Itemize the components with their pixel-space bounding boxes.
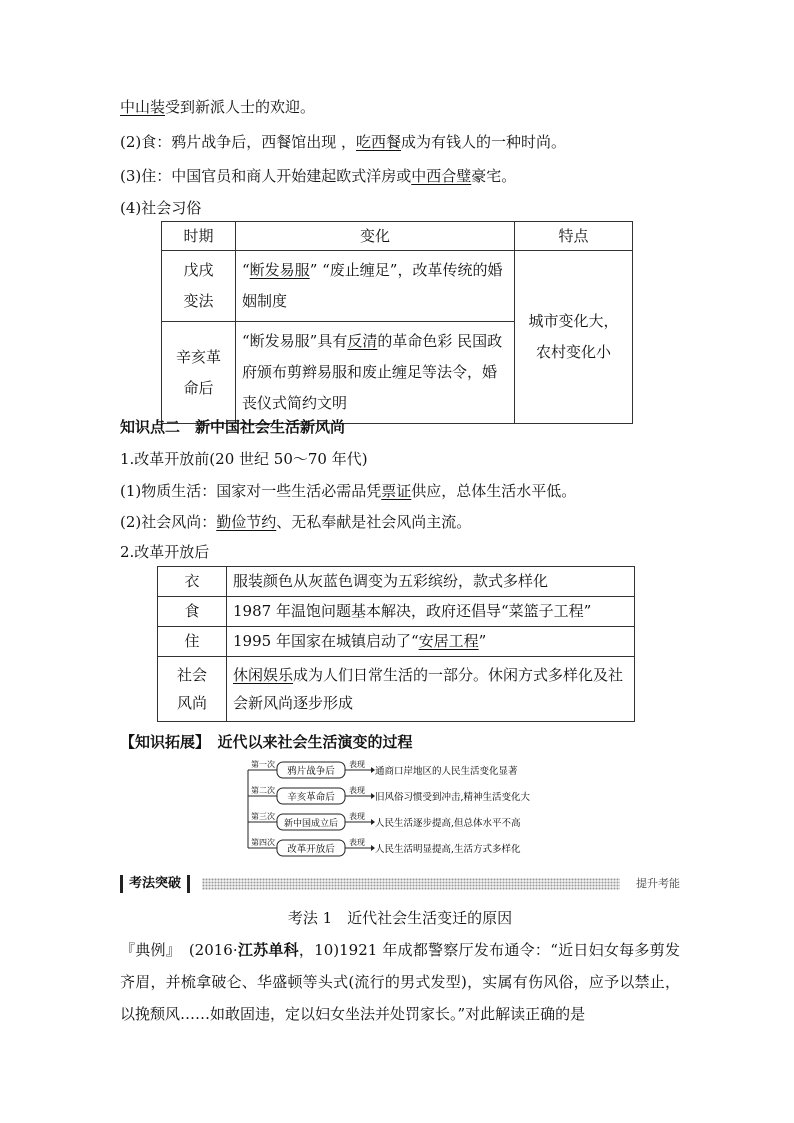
banner-dots	[202, 878, 620, 890]
text-line: (1)物质生活：国家对一些生活必需品凭票证供应，总体生活水平低。	[120, 482, 577, 500]
text-line: (3)住：中国官员和商人开始建起欧式洋房或中西合璧豪宅。	[120, 167, 517, 185]
table-header-row	[162, 222, 633, 251]
text-line: (2)社会风尚：勤俭节约、无私奉献是社会风尚主流。	[120, 513, 472, 531]
arrow-label: 表现	[349, 786, 365, 795]
text-line: (4)社会习俗	[120, 199, 202, 217]
period-cell: 辛亥革 命后	[162, 322, 236, 424]
arrow-label: 表现	[349, 838, 365, 847]
change-cell: “断发易服”具有反清的革命色彩 民国政府颁布剪辫易服和废止缠足等法令，婚丧仪式简约文明	[236, 322, 515, 424]
order-label: 第三次	[251, 812, 275, 821]
table-header: 特点	[515, 222, 633, 251]
table-header: 时期	[162, 222, 236, 251]
customs-table	[161, 221, 633, 424]
table-row	[162, 251, 633, 322]
category-cell: 社会 风尚	[158, 657, 227, 722]
evolution-diagram	[245, 758, 565, 858]
result-label: 人民生活明显提高,生活方式多样化	[375, 844, 521, 855]
order-label: 第四次	[251, 838, 275, 847]
section-banner	[120, 875, 680, 893]
arrow-label: 表现	[349, 812, 365, 821]
example-paragraph: 『典例』 (2016·江苏单科，10)1921 年成都警察厅发布通令：“近日妇女每多剪发齐眉，并梳拿破仑、华盛顿等头式(流行的男式发型)，实属有伤风俗，应予以禁止，以挽颓风……如敢固违，定以妇女坐法并处罚家长。”对此解读正确的是	[120, 941, 680, 1023]
table-row	[158, 657, 635, 722]
example-tag: 『典例』	[120, 941, 174, 959]
expand-title: 【知识拓展】 近代以来社会生活演变的过程	[120, 733, 413, 751]
value-cell: 服装颜色从灰蓝色调变为五彩缤纷，款式多样化	[227, 567, 635, 597]
text-line: 1.改革开放前(20 世纪 50～70 年代)	[120, 450, 368, 468]
period-cell: 戊戌 变法	[162, 251, 236, 322]
diagram-row	[248, 759, 518, 778]
category-cell: 衣	[158, 567, 227, 597]
kaofa-title: 考法 1 近代社会生活变迁的原因	[287, 909, 513, 927]
result-label: 人民生活逐步提高,但总体水平不高	[375, 818, 521, 829]
text-line: 中山装受到新派人士的欢迎。	[120, 98, 316, 116]
banner-label: 考法突破	[120, 875, 190, 893]
banner-right-label: 提升考能	[636, 877, 680, 890]
section-heading: 知识点二 新中国社会生活新风尚	[120, 418, 346, 436]
table-row	[158, 597, 635, 627]
arrow-label: 表现	[349, 760, 365, 769]
diagram-row	[248, 837, 521, 856]
reform-table	[157, 566, 635, 722]
table-header: 变化	[236, 222, 515, 251]
result-label: 通商口岸地区的人民生活变化显著	[375, 766, 518, 777]
diagram-row	[248, 811, 521, 830]
text-line: 2.改革开放后	[120, 543, 210, 561]
stage-label: 改革开放后	[287, 844, 335, 855]
table-row	[158, 567, 635, 597]
value-cell: 1987 年温饱问题基本解决，政府还倡导“菜篮子工程”	[227, 597, 635, 627]
result-label: 旧风俗习惯受到冲击,精神生活变化大	[375, 792, 531, 803]
value-cell: 1995 年国家在城镇启动了“安居工程”	[227, 627, 635, 657]
table-row	[158, 627, 635, 657]
order-label: 第二次	[251, 786, 275, 795]
stage-label: 辛亥革命后	[287, 792, 335, 803]
category-cell: 食	[158, 597, 227, 627]
stage-label: 鸦片战争后	[287, 766, 335, 777]
diagram-row	[248, 785, 531, 804]
order-label: 第一次	[251, 760, 275, 769]
stage-label: 新中国成立后	[283, 819, 339, 829]
change-cell: “断发易服” “废止缠足”，改革传统的婚姻制度	[236, 251, 515, 322]
text-line: (2)食：鸦片战争后，西餐馆出现 ，吃西餐成为有钱人的一种时尚。	[120, 133, 567, 151]
category-cell: 住	[158, 627, 227, 657]
value-cell: 休闲娱乐成为人们日常生活的一部分。休闲方式多样化及社会新风尚逐步形成	[227, 657, 635, 722]
feature-cell: 城市变化大， 农村变化小	[515, 251, 633, 424]
